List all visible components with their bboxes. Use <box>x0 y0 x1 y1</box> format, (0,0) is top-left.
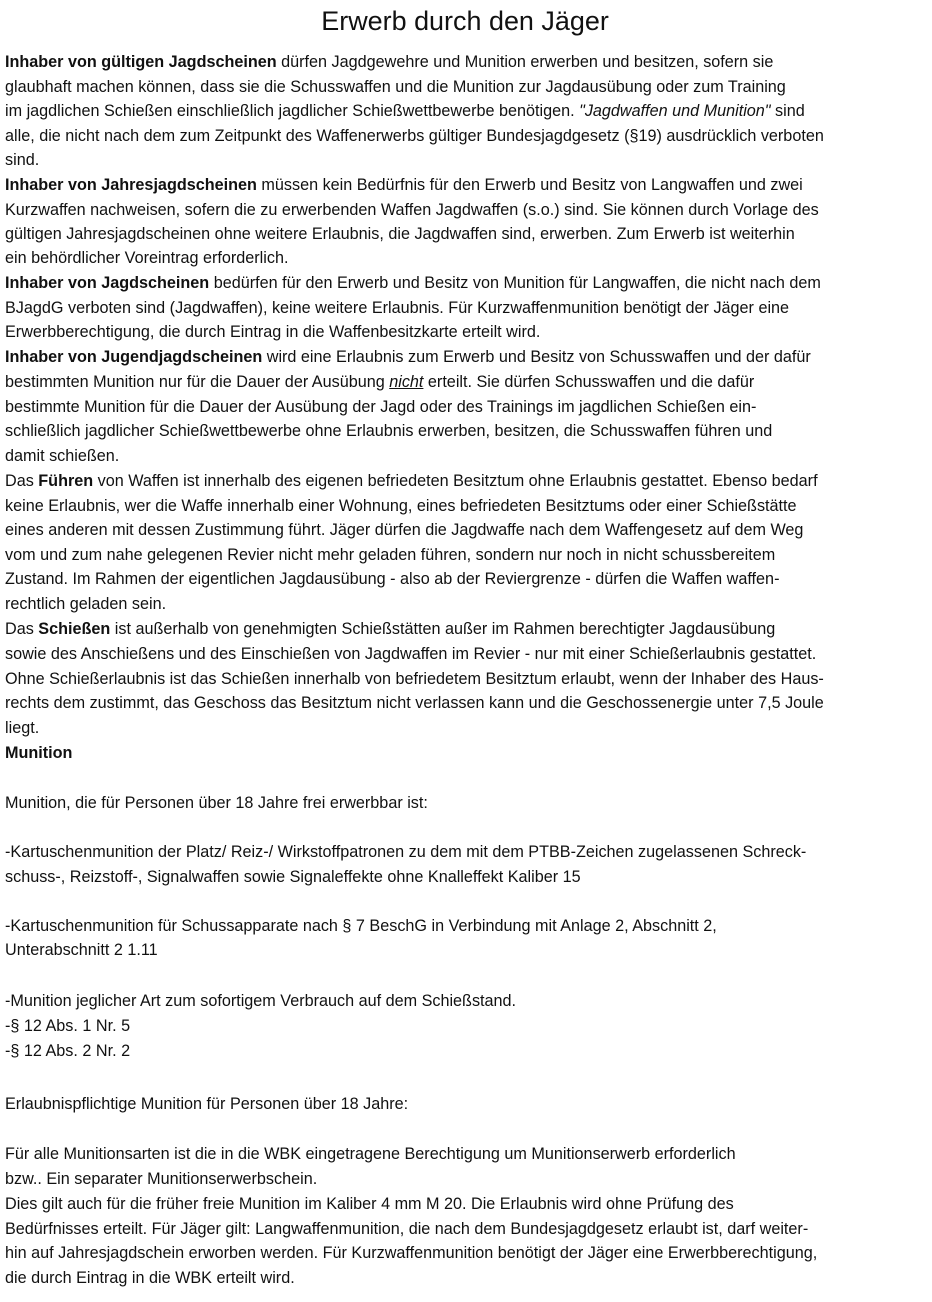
paragraph-line: bzw.. Ein separater Munitionserwerbschein. <box>5 1170 318 1188</box>
text-run: dürfen Jagdgewehre und Munition erwerben und besitzen, sofern sie <box>276 53 774 71</box>
emphasis-nicht: nicht <box>389 373 424 391</box>
paragraph-line: keine Erlaubnis, wer die Waffe innerhalb einer Wohnung, eines befriedeten Besitztums oder einer Schießstätte <box>5 497 797 515</box>
text-run: von Waffen ist innerhalb des eigenen befriedeten Besitztum ohne Erlaubnis gestattet. Ebenso bedarf <box>93 472 818 490</box>
text-run: Das <box>5 472 39 490</box>
text-run: im jagdlichen Schießen einschließlich jagdlicher Schießwettbewerbe benötigen. <box>5 102 580 120</box>
text-run: Das <box>5 620 39 638</box>
paragraph-line: eines anderen mit dessen Zustimmung führt. Jäger dürfen die Jagdwaffe nach dem Waffengesetz auf dem Weg <box>5 521 804 539</box>
paragraph-line: rechts dem zustimmt, das Geschoss das Besitztum nicht verlassen kann und die Geschossenergie unter 7,5 Joule <box>5 694 824 712</box>
bold-lead: Inhaber von Jagdscheinen <box>5 274 210 292</box>
text-run: bestimmten Munition nur für die Dauer der Ausübung <box>5 373 390 391</box>
paragraph-line: BJagdG verboten sind (Jagdwaffen), keine weitere Erlaubnis. Für Kurzwaffenmunition benötigt der Jäger eine <box>5 299 790 317</box>
paragraph-line: gültigen Jahresjagdscheinen ohne weitere Erlaubnis, die Jagdwaffen sind, erwerben. Zum Erwerb ist weiterhin <box>5 225 795 243</box>
paragraph-line: glaubhaft machen können, dass sie die Schusswaffen und die Munition zur Jagdausübung oder zum Training <box>5 78 786 96</box>
paragraph-line: Erwerbberechtigung, die durch Eintrag in die Waffenbesitzkarte erteilt wird. <box>5 323 541 341</box>
section-heading-munition: Munition <box>5 744 73 762</box>
paragraph-line: damit schießen. <box>5 447 120 465</box>
paragraph-line <box>5 617 775 641</box>
paragraph-line: Für alle Munitionsarten ist die in die WBK eingetragene Berechtigung um Munitionserwerb erforderlich <box>5 1145 736 1163</box>
paragraph-line: hin auf Jahresjagdschein erworben werden. Für Kurzwaffenmunition benötigt der Jäger eine Erwerbberechtigung, <box>5 1244 818 1262</box>
paragraph-line <box>5 345 811 369</box>
text-run: ist außerhalb von genehmigten Schießstätten außer im Rahmen berechtigter Jagdausübung <box>110 620 776 638</box>
text-run: wird eine Erlaubnis zum Erwerb und Besitz von Schusswaffen und der dafür <box>262 348 811 366</box>
paragraph-line: die durch Eintrag in die WBK erteilt wird. <box>5 1269 295 1287</box>
list-intro: Munition, die für Personen über 18 Jahre frei erwerbbar ist: <box>5 794 428 812</box>
paragraph-line: sowie des Anschießens und des Einschießen von Jagdwaffen im Revier - nur mit einer Schießerlaubnis gestattet. <box>5 645 817 663</box>
paragraph-line <box>5 271 821 295</box>
list-item: -Kartuschenmunition für Schussapparate nach § 7 BeschG in Verbindung mit Anlage 2, Abschnitt 2, <box>5 917 717 935</box>
text-run: sind <box>770 102 805 120</box>
list-intro: Erlaubnispflichtige Munition für Personen über 18 Jahre: <box>5 1095 409 1113</box>
bold-lead: Inhaber von gültigen Jagdscheinen <box>5 53 277 71</box>
paragraph-line <box>5 99 805 123</box>
paragraph-line: ein behördlicher Voreintrag erforderlich. <box>5 249 289 267</box>
paragraph-line: alle, die nicht nach dem zum Zeitpunkt des Waffenerwerbs gültiger Bundesjagdgesetz (§19) ausdrücklich verboten <box>5 127 824 145</box>
paragraph-line <box>5 469 818 493</box>
italic-quote: "Jagdwaffen und Munition" <box>579 102 771 120</box>
paragraph-line <box>5 173 803 197</box>
text-run: erteilt. Sie dürfen Schusswaffen und die dafür <box>423 373 755 391</box>
bold-term: Führen <box>38 472 94 490</box>
paragraph-line: rechtlich geladen sein. <box>5 595 167 613</box>
paragraph-line: schließlich jagdlicher Schießwettbewerbe ohne Erlaubnis erwerben, besitzen, die Schusswaffen führen und <box>5 422 773 440</box>
paragraph-line: sind. <box>5 151 40 169</box>
paragraph-line: Ohne Schießerlaubnis ist das Schießen innerhalb von befriedetem Besitztum erlaubt, wenn der Inhaber des Haus- <box>5 670 824 688</box>
bold-lead: Inhaber von Jahresjagdscheinen <box>5 176 257 194</box>
paragraph-line: vom und zum nahe gelegenen Revier nicht mehr geladen führen, sondern nur noch in nicht schussbereitem <box>5 546 776 564</box>
paragraph-line: liegt. <box>5 719 40 737</box>
paragraph-line: Zustand. Im Rahmen der eigentlichen Jagdausübung - also ab der Reviergrenze - dürfen die Waffen waffen- <box>5 570 780 588</box>
paragraph-line: bestimmte Munition für die Dauer der Ausübung der Jagd oder des Trainings im jagdlichen Schießen ein- <box>5 398 757 416</box>
list-subitem: -§ 12 Abs. 1 Nr. 5 <box>5 1017 131 1035</box>
list-item-continuation: Unterabschnitt 2 1.11 <box>5 941 158 959</box>
bold-term: Schießen <box>38 620 111 638</box>
paragraph-line <box>5 370 754 394</box>
paragraph-line <box>5 50 773 74</box>
list-item: -Munition jeglicher Art zum sofortigem Verbrauch auf dem Schießstand. <box>5 992 517 1010</box>
page-title: Erwerb durch den Jäger <box>321 6 609 36</box>
list-item-continuation: schuss-, Reizstoff-, Signalwaffen sowie Signaleffekte ohne Knalleffekt Kaliber 15 <box>5 868 581 886</box>
list-item: -Kartuschenmunition der Platz/ Reiz-/ Wirkstoffpatronen zu dem mit dem PTBB-Zeichen zugelassenen Schreck- <box>5 843 807 861</box>
text-run: bedürfen für den Erwerb und Besitz von Munition für Langwaffen, die nicht nach dem <box>209 274 821 292</box>
paragraph-line: Kurzwaffen nachweisen, sofern die zu erwerbenden Waffen Jagdwaffen (s.o.) sind. Sie können durch Vorlage des <box>5 201 819 219</box>
list-subitem: -§ 12 Abs. 2 Nr. 2 <box>5 1042 131 1060</box>
text-run: müssen kein Bedürfnis für den Erwerb und Besitz von Langwaffen und zwei <box>256 176 803 194</box>
paragraph-line: Dies gilt auch für die früher freie Munition im Kaliber 4 mm M 20. Die Erlaubnis wird ohne Prüfung des <box>5 1195 734 1213</box>
paragraph-line: Bedürfnisses erteilt. Für Jäger gilt: Langwaffenmunition, die nach dem Bundesjagdgesetz erlaubt ist, darf weiter- <box>5 1220 809 1238</box>
bold-lead: Inhaber von Jugendjagdscheinen <box>5 348 263 366</box>
